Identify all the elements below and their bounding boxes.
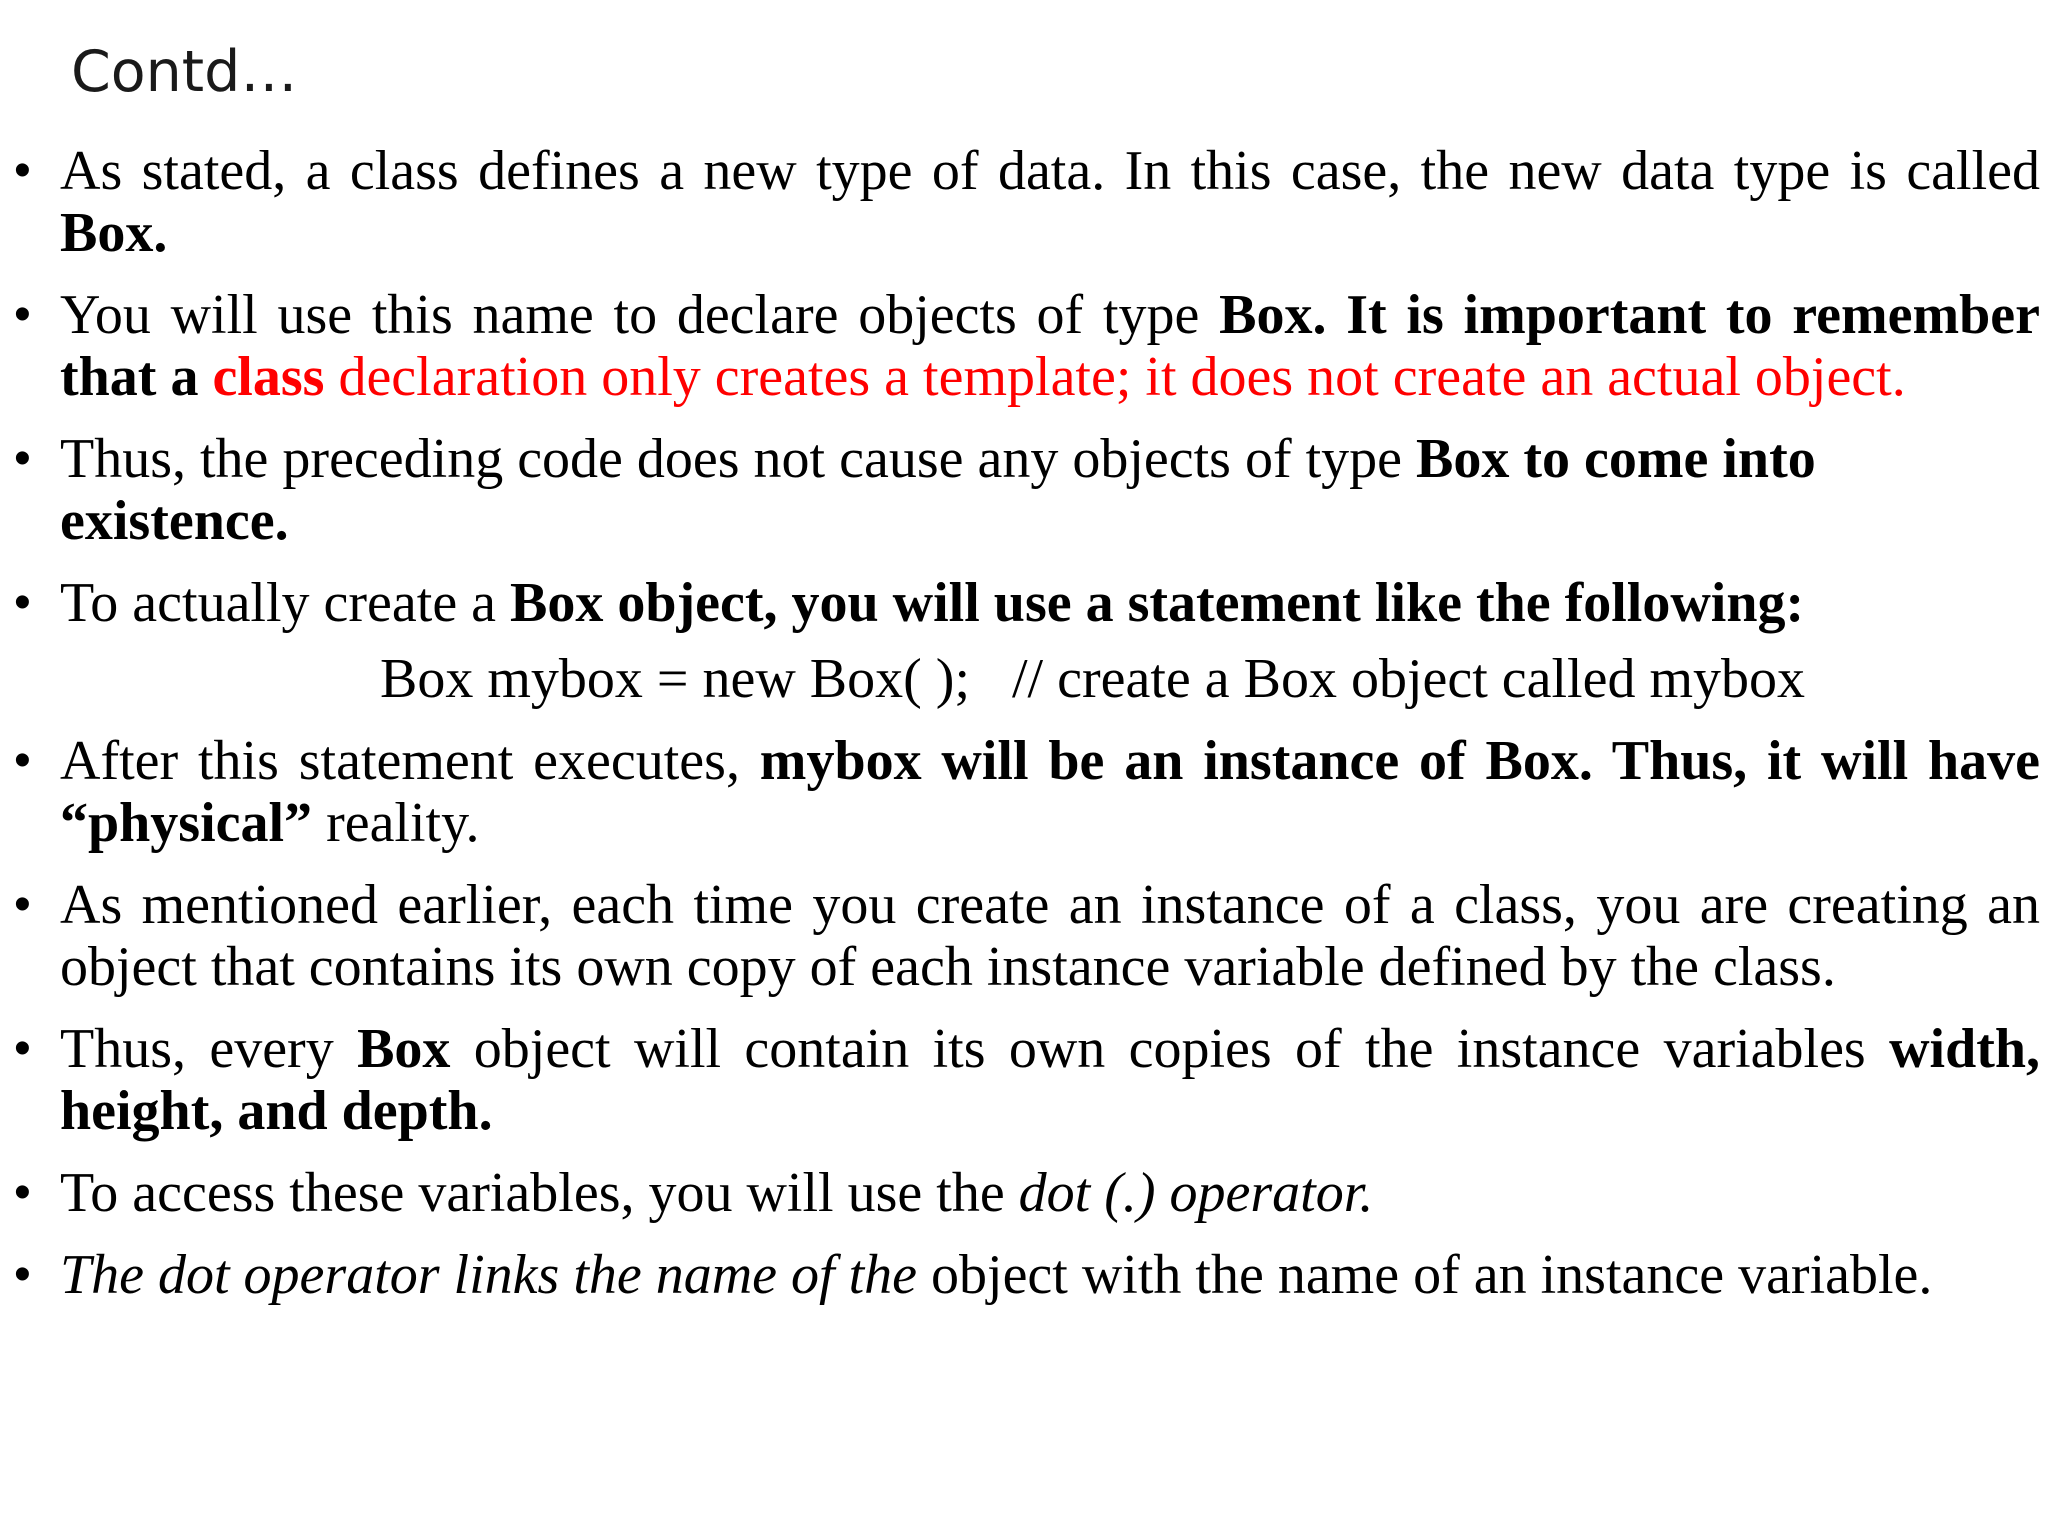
bullet-marker: • [14,288,31,341]
bullet-text-italic: The dot operator links the name of the [60,1244,918,1306]
bullet-text-bold: Box. It is important to remember that a [60,284,2041,408]
code-example [0,648,2048,710]
bullet-text-bold: Box. [60,202,168,264]
bullet-marker: • [14,144,31,197]
bullet-item [0,284,2048,408]
bullet-marker: • [14,1022,31,1075]
bullet-text-bold: mybox will be an instance of Box. Thus, it will have “physical” [60,730,2040,854]
code-text: Box mybox = new Box( ); // create a Box object called mybox [380,648,1806,710]
bullet-item [0,428,2048,552]
bullet-text: You will use this name to declare objects of type [60,284,1220,346]
bullet-list [0,140,2048,1326]
bullet-item [0,1018,2048,1142]
bullet-item [0,1162,2048,1224]
bullet-text: After this statement executes, [60,730,760,792]
bullet-marker: • [14,1248,31,1301]
bullet-text-bold: width, height, and depth. [60,1018,2041,1142]
bullet-text: reality. [312,792,480,854]
slide-title: Contd… [71,39,298,105]
bullet-text-bold: Box to come into existence. [60,428,1816,552]
bullet-text: Thus, every [60,1018,358,1080]
bullet-text: To access these variables, you will use the [60,1162,1019,1224]
bullet-marker: • [14,1166,31,1219]
bullet-item [0,572,2048,634]
bullet-marker: • [14,576,31,629]
bullet-item [0,730,2048,854]
bullet-text-bold-red: class [212,346,325,408]
bullet-item [0,1244,2048,1306]
bullet-text-bold: Box [357,1018,451,1080]
bullet-text: As stated, a class defines a new type of data. In this case, the new data type is called [60,140,2040,202]
bullet-text-italic: dot (.) operator. [1018,1162,1374,1224]
bullet-marker: • [14,878,31,931]
bullet-marker: • [14,432,31,485]
bullet-item [0,874,2048,998]
bullet-text: object will contain its own copies of the instance variables [450,1018,1890,1080]
bullet-marker: • [14,734,31,787]
bullet-text: As mentioned earlier, each time you create an instance of a class, you are creating an object that contains its own copy of each instance variable defined by the class. [60,874,2040,998]
bullet-text-red: declaration only creates a template; it does not create an actual object. [324,346,1906,408]
bullet-text: object with the name of an instance variable. [917,1244,1933,1306]
bullet-text: To actually create a [60,572,511,634]
bullet-text-bold: Box object, you will use a statement like the following: [510,572,1805,634]
bullet-item [0,140,2048,264]
bullet-text: Thus, the preceding code does not cause any objects of type [60,428,1417,490]
